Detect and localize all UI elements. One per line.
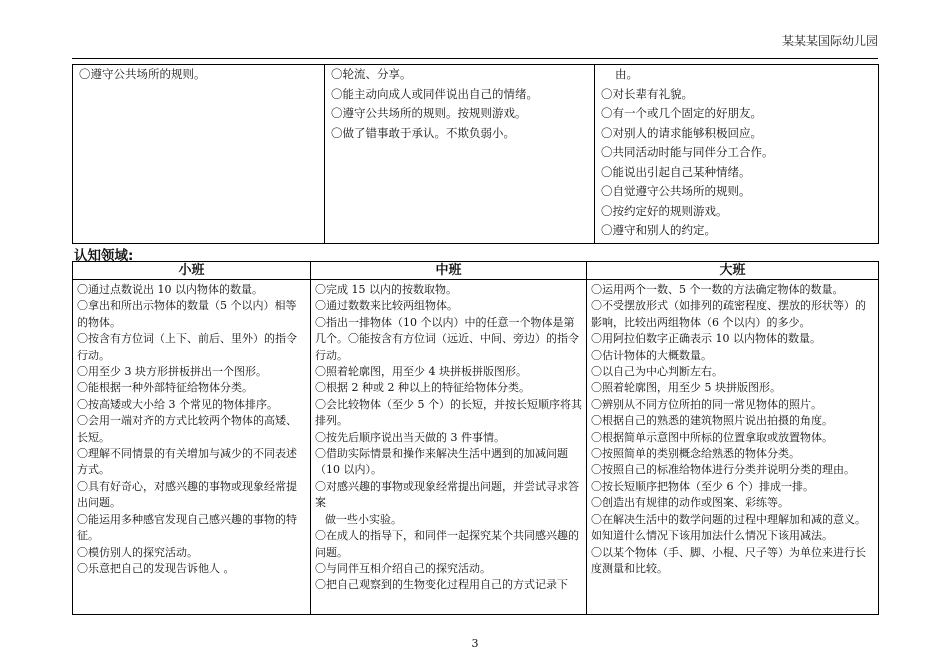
list-item: 〇有一个或几个固定的好朋友。	[601, 106, 762, 120]
list-item: 〇在成人的指导下，和同伴一起探究某个共同感兴趣的问题。	[315, 529, 579, 559]
list-item: 〇对感兴趣的事物或现象经常提出问题，并尝试寻求答案	[315, 479, 579, 510]
list-item: 〇对长辈有礼貌。	[601, 86, 693, 101]
list-item: 〇通过点数说出 10 以内物体的数量。	[77, 283, 263, 296]
list-item: 〇运用两个一数、5 个一数的方法确定物体的数量。	[591, 283, 844, 296]
list-item: 〇会用一端对齐的方式比较两个物体的高矮、长短。	[77, 414, 297, 444]
list-item: 〇与同伴互相介绍自己的探究活动。	[315, 561, 491, 575]
list-item: 〇能主动向成人或同伴说出自己的情绪。	[331, 86, 538, 101]
list-item: 〇遵守和别人的约定。	[601, 223, 716, 237]
list-item: 〇指出一排物体（10 个以内）中的任意一个物体是第几个。〇能按含有方位词（远近、中间、旁边）的指令行动。	[315, 315, 579, 362]
list-item: 〇能运用多种感官发现自己感兴趣的事物的特征。	[77, 512, 297, 543]
list-item: 〇在解决生活中的数学问题的过程中理解加和减的意义。如知道什么情况下该用加法什么情况下该用减法。	[591, 512, 866, 543]
top-col-small	[73, 65, 325, 244]
list-item: 〇用阿拉伯数字正确表示 10 以内物体的数量。	[591, 332, 821, 346]
organization-name: 某某某国际幼儿园	[781, 34, 878, 48]
col-small-class	[73, 280, 311, 615]
header-large-class: 大班	[587, 262, 879, 280]
list-item: 做一些小实验。	[325, 512, 402, 526]
list-item: 〇乐意把自己的发现告诉他人 。	[77, 561, 235, 575]
top-col-large	[595, 65, 879, 244]
list-item: 〇不受摆放形式（如排列的疏密程度、摆放的形状等）的影响，比较出两组物体（6 个以内）的多少。	[591, 299, 866, 329]
list-item: 〇完成 15 以内的按数取物。	[315, 283, 457, 296]
list-item: 〇创造出有规律的动作或图案、彩练等。	[591, 496, 789, 510]
list-item: 〇具有好奇心，对感兴趣的事物或现象经常提出问题。	[77, 479, 297, 510]
list-item: 〇按含有方位词（上下、前后、里外）的指令行动。	[77, 332, 297, 362]
col-middle-class	[311, 280, 587, 615]
list-item: 〇用至少 3 块方形拼板拼出一个图形。	[77, 365, 267, 379]
social-continuation-table	[72, 64, 879, 244]
list-item: 〇能说出引起自己某种情绪。	[601, 164, 751, 179]
list-item: 〇照着轮廓图，用至少 5 块拼版图形。	[591, 381, 781, 395]
list-item: 〇按照自己的标准给物体进行分类并说明分类的理由。	[591, 463, 855, 477]
list-item: 〇根据简单示意图中所标的位置拿取或放置物体。	[591, 430, 833, 444]
list-item: 〇按高矮或大小给 3 个常见的物体排序。	[77, 397, 278, 411]
list-item: 〇轮流、分享。	[331, 67, 412, 81]
list-item: 〇根据自己的熟悉的建筑物照片说出拍摄的角度。	[591, 414, 833, 428]
list-item: 〇遵守公共场所的规则。	[79, 67, 206, 81]
list-item: 〇按先后顺序说出当天做的 3 件事情。	[315, 430, 505, 444]
list-item: 〇按约定好的规则游戏。	[601, 203, 728, 218]
list-item: 〇估计物体的大概数量。	[591, 348, 712, 362]
list-item: 〇拿出和所出示物体的数量（5 个以内）相等的物体。	[77, 299, 297, 329]
list-item: 〇遵守公共场所的规则。按规则游戏。	[331, 106, 527, 120]
list-item: 〇做了错事敢于承认。不欺负弱小。	[331, 125, 515, 140]
col-large-class	[587, 280, 879, 615]
header-rule	[72, 58, 878, 59]
list-item: 〇以自己为中心判断左右。	[591, 365, 723, 379]
top-col-middle	[325, 65, 595, 244]
list-item: 由。	[615, 67, 638, 81]
list-item: 〇对别人的请求能够积极回应。	[601, 125, 762, 140]
list-item: 〇共同活动时能与同伴分工合作。	[601, 145, 774, 159]
list-item: 〇通过数数来比较两组物体。	[315, 299, 458, 313]
list-item: 〇理解不同情景的有关增加与减少的不同表述方式。	[77, 447, 297, 477]
list-item: 〇会比较物体（至少 5 个）的长短，并按长短顺序将其排列。	[315, 397, 582, 428]
list-item: 〇根据 2 种或 2 种以上的特征给物体分类。	[315, 381, 530, 395]
page-number: 3	[471, 637, 479, 650]
list-item: 〇借助实际情景和操作来解决生活中遇到的加减问题（10 以内）。	[315, 447, 568, 477]
list-item: 〇能根据一种外部特征给物体分类。	[77, 381, 253, 395]
section-title: 认知领域:	[74, 248, 134, 264]
cognitive-domain-table	[72, 261, 879, 615]
list-item: 〇以某个物体（手、脚、小棍、尺子等）为单位来进行长度测量和比较。	[591, 545, 866, 575]
list-item: 〇辨别从不同方位所拍的同一常见物体的照片。	[591, 397, 822, 411]
header-small-class: 小班	[73, 262, 311, 280]
list-item: 〇按长短顺序把物体（至少 6 个）排成一排。	[591, 479, 814, 493]
list-item: 〇照着轮廓图，用至少 4 块拼板拼版图形。	[315, 365, 527, 379]
list-item: 〇自觉遵守公共场所的规则。	[601, 184, 751, 198]
list-item: 〇把自己观察到的生物变化过程用自己的方式记录下	[315, 578, 568, 592]
header-middle-class: 中班	[311, 262, 587, 280]
list-item: 〇按照简单的类别概念给熟悉的物体分类。	[591, 447, 800, 461]
list-item: 〇模仿别人的探究活动。	[77, 545, 198, 559]
